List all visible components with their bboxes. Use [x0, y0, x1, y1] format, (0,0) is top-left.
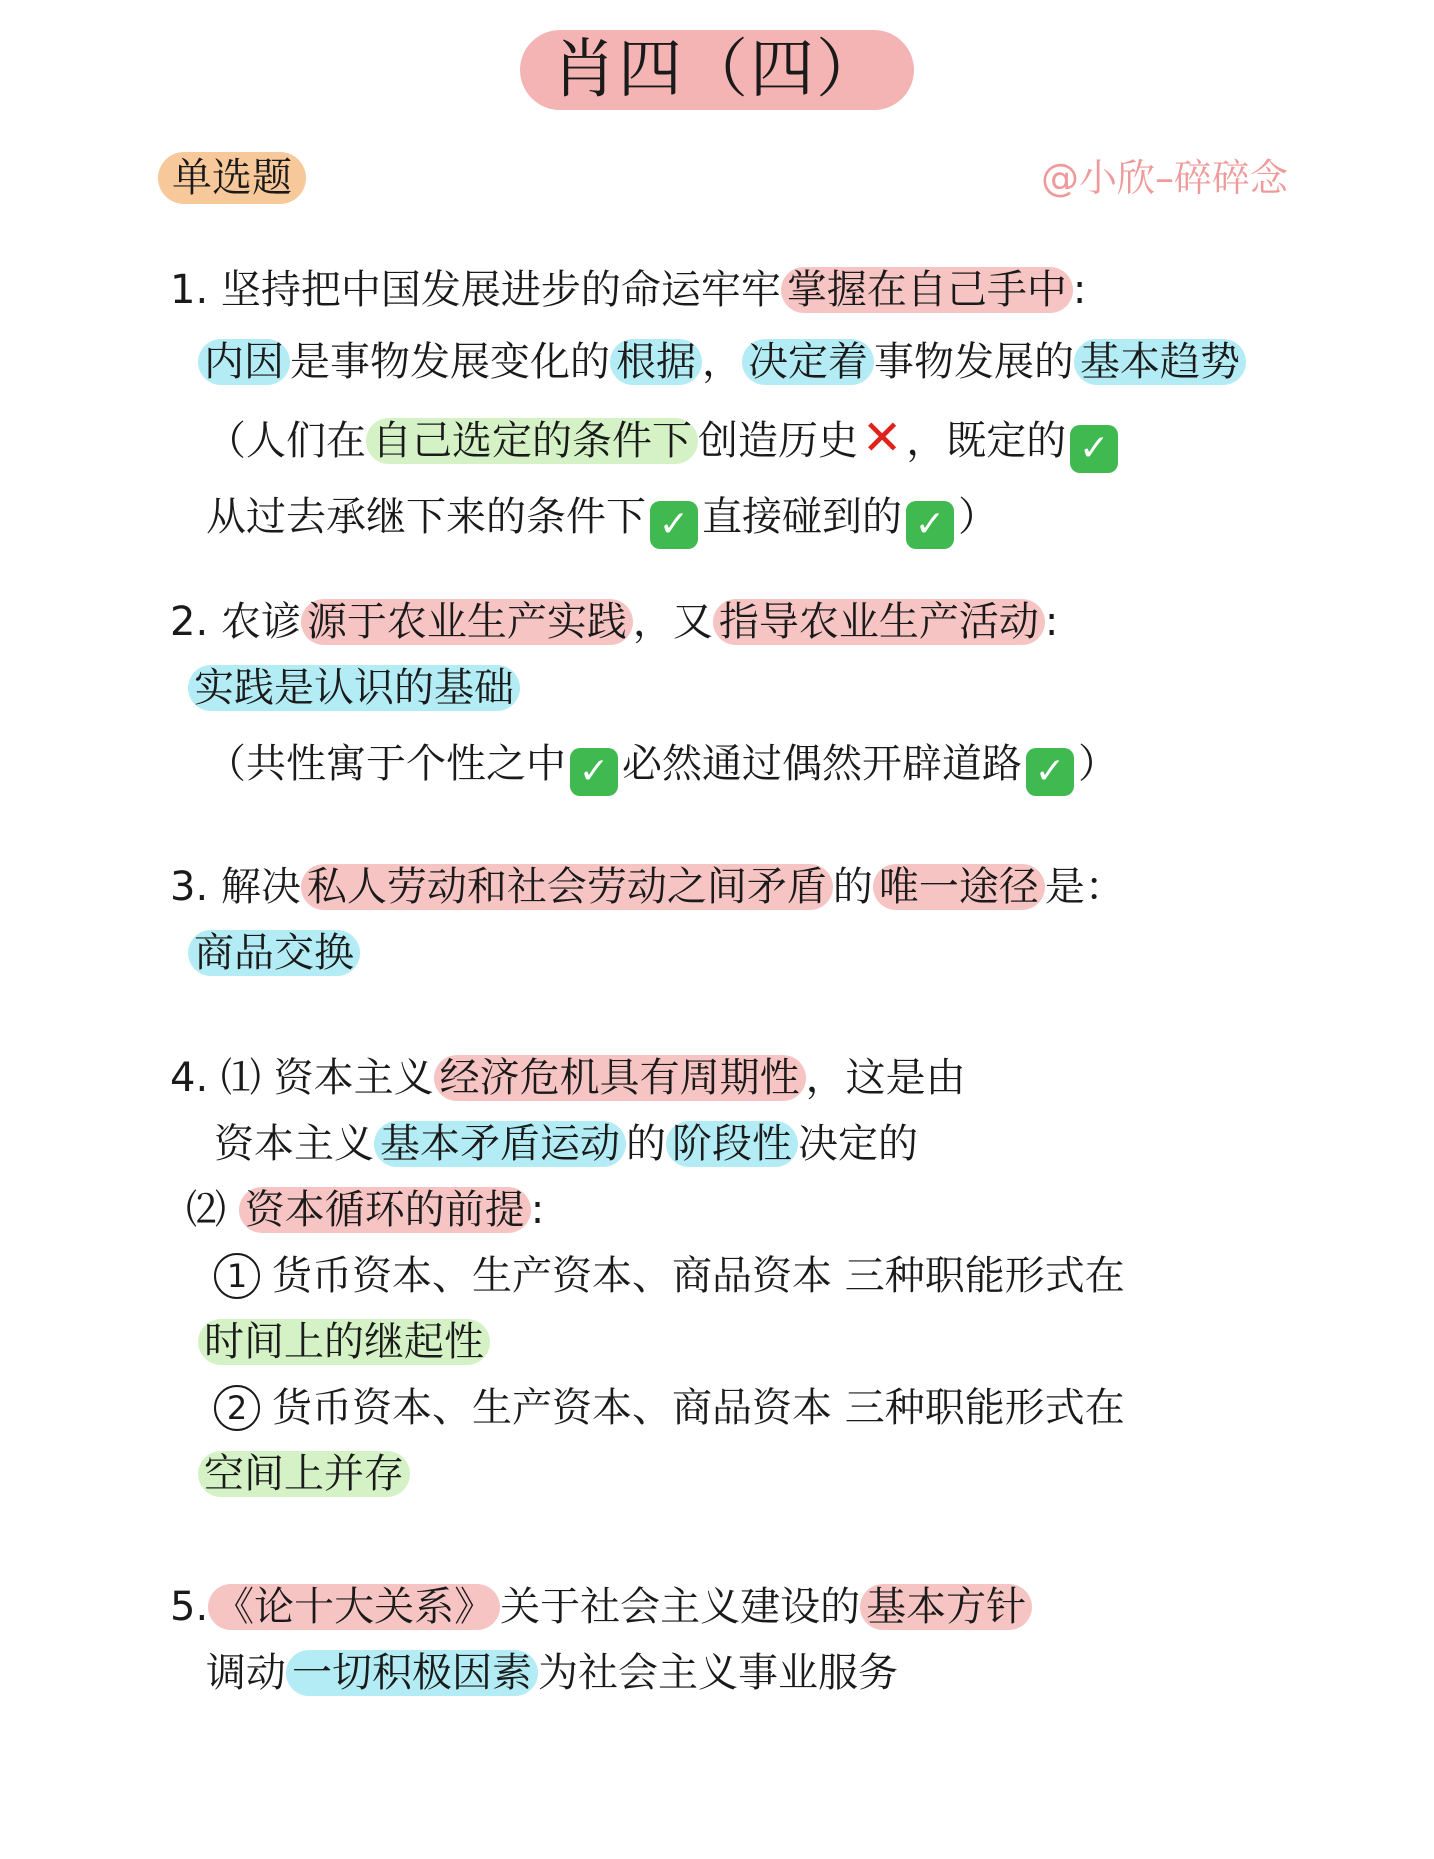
q1-answer-1: 内因: [198, 339, 290, 385]
q4-text-c: ，这是由: [805, 1055, 966, 1101]
q1-line-3: [170, 406, 1370, 473]
q4-answer-3: 时间上的继起性: [198, 1319, 490, 1365]
q5-line-1: [170, 1575, 1370, 1639]
q4-part-2-label: ⑵: [186, 1187, 226, 1233]
page-title: 肖四（四）: [520, 30, 914, 110]
check-mark-icon: ✓: [1070, 425, 1118, 473]
circled-number-1: 1: [214, 1253, 260, 1299]
q2-line-2: [170, 656, 1370, 720]
q4-line-3: [170, 1178, 1370, 1242]
q4-answer-4: 空间上并存: [198, 1451, 410, 1497]
q1-line-2: [170, 330, 1370, 394]
question-3: [170, 855, 1370, 985]
q2-colon: :: [1044, 599, 1059, 645]
q4-part-1-label: ⑴: [220, 1055, 261, 1101]
q2-note-a: （共性寓于个性之中: [206, 741, 566, 787]
question-2: [170, 590, 1370, 796]
q2-text-a: 农谚: [220, 599, 301, 645]
q2-line-1: [170, 590, 1370, 654]
q1-text: 坚持把中国发展进步的命运牢牢: [220, 267, 781, 313]
q2-note-b: 必然通过偶然开辟道路: [622, 741, 1022, 787]
circled-number-2: 2: [214, 1385, 260, 1431]
q4-line-2: [170, 1112, 1370, 1176]
check-mark-icon: ✓: [1026, 748, 1074, 796]
q1-answer-4: 基本趋势: [1074, 339, 1246, 385]
q4-line-1: [170, 1046, 1370, 1110]
q5-text-b: 关于社会主义建设的: [500, 1584, 861, 1630]
q4-text-a: 资本主义: [273, 1055, 434, 1101]
q5-text-d: 为社会主义事业服务: [538, 1650, 898, 1696]
q1-answer-3: 决定着: [742, 339, 874, 385]
q1-colon: :: [1072, 267, 1087, 313]
title-wrap: [0, 30, 1434, 110]
check-mark-icon: ✓: [650, 501, 698, 549]
q1-note-g: ）: [958, 494, 998, 540]
q1-line-4: [170, 485, 1370, 549]
q2-note-c: ）: [1078, 741, 1118, 787]
q2-answer: 实践是认识的基础: [188, 665, 520, 711]
q3-line-1: [170, 855, 1370, 919]
q1-highlight: 掌握在自己手中: [781, 267, 1073, 313]
q4-text-f: 决定的: [798, 1121, 918, 1167]
q3-text-a: 解决: [220, 864, 301, 910]
q1-note-f: 直接碰到的: [702, 494, 902, 540]
q4-answer-2: 阶段性: [666, 1121, 798, 1167]
q4-line-4: [170, 1244, 1370, 1308]
q4-item-1: 货币资本、生产资本、商品资本 三种职能形式在: [272, 1253, 1125, 1299]
check-mark-icon: ✓: [570, 748, 618, 796]
q1-note-highlight: 自己选定的条件下: [366, 418, 698, 464]
q2-highlight-2: 指导农业生产活动: [713, 599, 1045, 645]
q1-note-e: 从过去承继下来的条件下: [206, 494, 646, 540]
q4-highlight-1: 经济危机具有周期性: [434, 1055, 806, 1101]
q2-number: 2.: [170, 599, 221, 645]
q1-number: 1.: [170, 267, 221, 313]
q4-text-e: 的: [626, 1121, 666, 1167]
q2-highlight-1: 源于农业生产实践: [301, 599, 633, 645]
q1-text-2: 是事物发展变化的: [290, 339, 610, 385]
section-badge: 单选题: [158, 152, 306, 204]
q3-line-2: [170, 921, 1370, 985]
q5-line-2: [170, 1641, 1370, 1705]
q2-line-3: [170, 732, 1370, 796]
q1-comma: ，: [702, 339, 742, 385]
q3-highlight-1: 私人劳动和社会劳动之间矛盾: [301, 864, 833, 910]
author-watermark: @小欣–碎碎念: [1040, 156, 1288, 200]
q4-text-d: 资本主义: [214, 1121, 374, 1167]
q5-highlight-2: 基本方针: [860, 1584, 1032, 1630]
q4-colon: :: [530, 1187, 545, 1233]
q4-line-7: [170, 1442, 1370, 1506]
q3-colon: 是：: [1044, 864, 1125, 910]
q4-highlight-2: 资本循环的前提: [239, 1187, 531, 1233]
q3-number: 3.: [170, 864, 221, 910]
q2-text-c: ，又: [632, 599, 713, 645]
q5-text-c: 调动: [206, 1650, 286, 1696]
q4-number: 4.: [170, 1055, 221, 1101]
q3-highlight-2: 唯一途径: [873, 864, 1045, 910]
q4-line-5: [170, 1310, 1370, 1374]
q5-answer: 一切积极因素: [286, 1650, 538, 1696]
q5-highlight-1: 《论十大关系》: [208, 1584, 500, 1630]
q4-answer-1: 基本矛盾运动: [374, 1121, 626, 1167]
q4-item-2: 货币资本、生产资本、商品资本 三种职能形式在: [272, 1385, 1125, 1431]
q5-number: 5.: [170, 1584, 209, 1630]
q1-note-c: 创造历史: [698, 418, 858, 464]
question-1: [170, 258, 1370, 549]
check-mark-icon: ✓: [906, 501, 954, 549]
q3-text-c: 的: [832, 864, 873, 910]
question-5: [170, 1575, 1370, 1705]
q4-line-6: [170, 1376, 1370, 1440]
cross-mark-icon: ✕: [862, 410, 903, 466]
q1-note-a: （人们在: [206, 418, 366, 464]
q1-text-3: 事物发展的: [874, 339, 1074, 385]
q1-note-d: ，既定的: [906, 418, 1067, 464]
question-4: [170, 1046, 1370, 1506]
q3-answer: 商品交换: [188, 930, 360, 976]
q1-answer-2: 根据: [610, 339, 702, 385]
q1-line-1: [170, 258, 1370, 322]
